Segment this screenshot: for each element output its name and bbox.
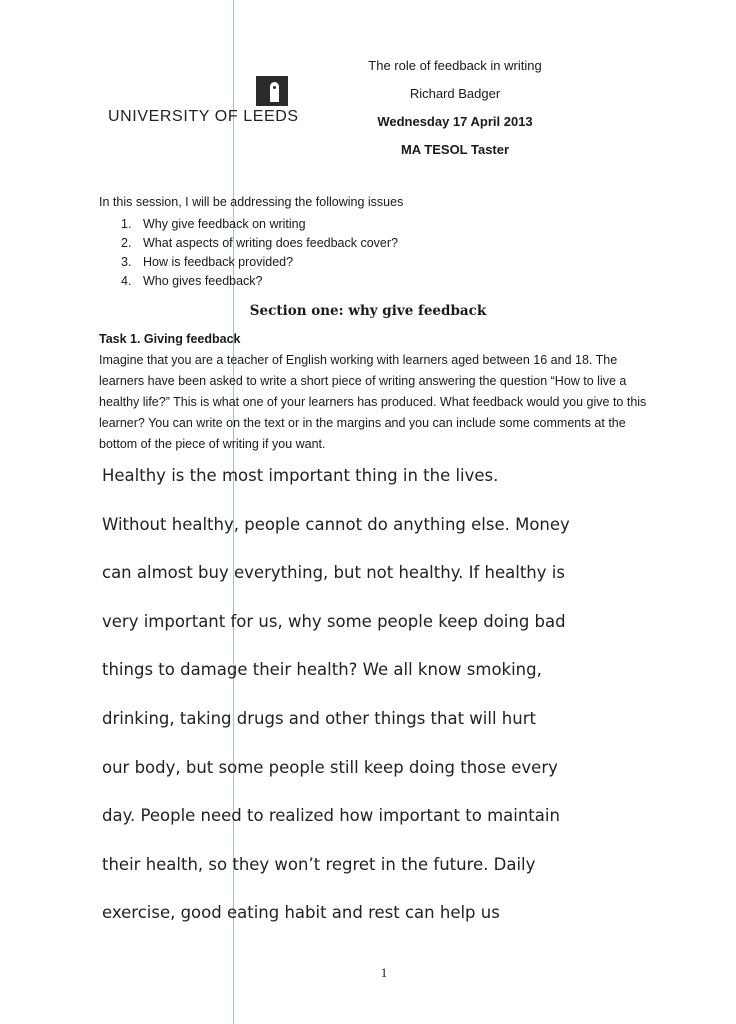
list-item: 1. Why give feedback on writing <box>121 217 306 231</box>
intro-text: In this session, I will be addressing the following issues <box>99 195 404 209</box>
text-line: can almost buy everything, but not healthy. If healthy is <box>102 563 565 583</box>
section-heading: Section one: why give feedback <box>249 303 487 319</box>
text-line: exercise, good eating habit and rest can help us <box>102 903 500 923</box>
text-line: drinking, taking drugs and other things that will hurt <box>102 708 536 728</box>
student-writing <box>102 462 570 948</box>
text-line: Without healthy, people cannot do anything else. Money <box>102 514 570 534</box>
list-item: 4. Who gives feedback? <box>121 274 263 288</box>
text-line: day. People need to realized how important to maintain <box>102 806 560 826</box>
task-instructions: Imagine that you are a teacher of English working with learners aged between 16 and 18. The learners have been asked to write a short piece of writing answering the question “How to live a healthy life?” This is what one of your learners has produced. What feedback would you give to this learner? You can write on the text or in the margins and you can include some comments at the bottom of the piece of writing if you want. <box>99 353 647 451</box>
leeds-crest-icon <box>256 76 288 106</box>
text-line: our body, but some people still keep doing those every <box>102 757 558 777</box>
text-line: very important for us, why some people keep doing bad <box>102 611 566 631</box>
text-line: things to damage their health? We all know smoking, <box>102 660 542 680</box>
document-header <box>340 57 570 169</box>
list-item: 3. How is feedback provided? <box>121 255 294 269</box>
text-line: their health, so they won’t regret in the future. Daily <box>102 854 536 874</box>
session-date: Wednesday 17 April 2013 <box>377 114 533 129</box>
document-title: The role of feedback in writing <box>368 58 542 73</box>
list-item: 2. What aspects of writing does feedback cover? <box>121 236 398 250</box>
author-name: Richard Badger <box>409 86 501 101</box>
page-number: 1 <box>380 965 388 980</box>
institution-name: UNIVERSITY OF LEEDS <box>108 108 299 125</box>
task-heading: Task 1. Giving feedback <box>99 332 241 346</box>
text-line: Healthy is the most important thing in the lives. <box>102 466 499 485</box>
issues-list <box>121 215 398 291</box>
event-name: MA TESOL Taster <box>400 142 510 157</box>
